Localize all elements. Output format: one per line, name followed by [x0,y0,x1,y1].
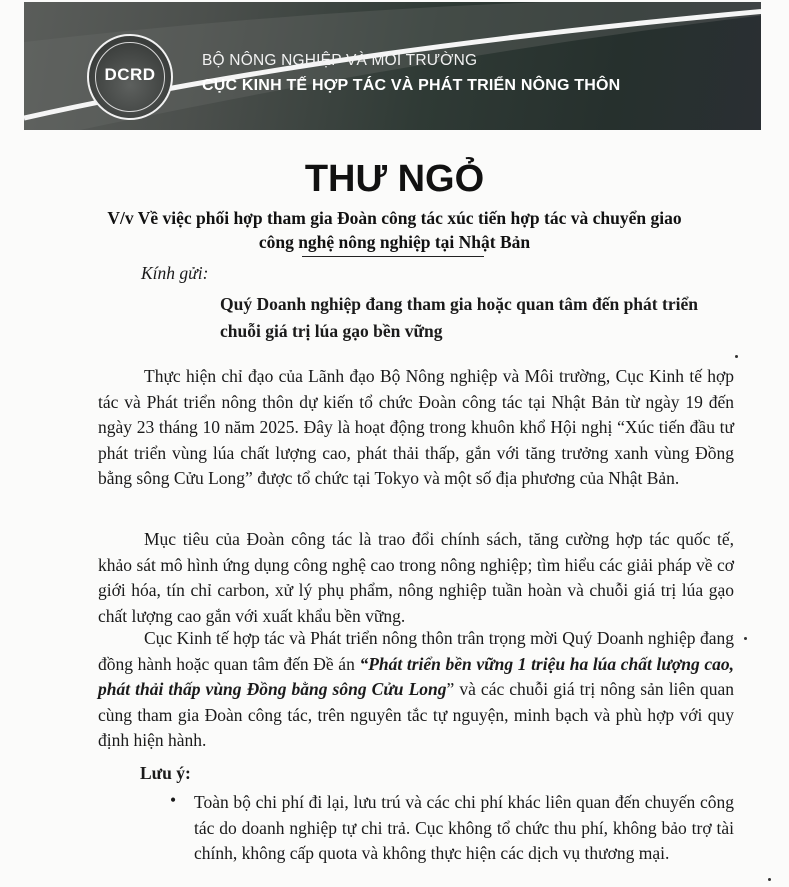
scan-speck [735,355,738,358]
recipient: Quý Doanh nghiệp đang tham gia hoặc quan tâm đến phát triển chuỗi giá trị lúa gạo bền vững [220,294,698,341]
department-name: CỤC KINH TẾ HỢP TÁC VÀ PHÁT TRIỂN NÔNG THÔN [202,77,621,94]
dcrd-logo [87,34,173,120]
document-title: THƯ NGỎ [304,158,485,200]
subject-underline [302,256,484,257]
paragraph-3-start: Cục Kinh tế hợp tác và Phát triển nông thôn trân trọng mời Quý Doanh nghiệp đang đồng hành hoặc quan tâm đến Đề án [98,628,734,674]
paragraph-3-end: ” và các chuỗi giá trị nông sản liên quan cùng tham gia Đoàn công tác, trên nguyên tắc tự nguyện, minh bạch và phù hợp với quy định hiện hành. [98,679,735,751]
header-banner [24,2,761,130]
bullet-icon: • [170,790,177,810]
paragraph-2: Mục tiêu của Đoàn công tác là trao đổi chính sách, tăng cường hợp tác quốc tế, khảo sát mô hình ứng dụng công nghệ cao trong nông nghiệp; tìm hiểu các giải pháp về cơ giới hóa, tín chỉ carbon, xử lý phụ phẩm, nông nghiệp tuần hoàn và chuỗi giá trị lúa gạo chất lượng cao gắn với xuất khẩu bền vững. [98,529,734,626]
subject-line [60,206,729,254]
subject-line-2: công nghệ nông nghiệp tại Nhật Bản [258,232,531,252]
logo-text: DCRD [104,65,156,84]
scan-speck [744,637,747,640]
ministry-name: BỘ NÔNG NGHIỆP VÀ MÔI TRƯỜNG [202,52,478,69]
note-label: Lưu ý: [140,763,191,783]
scan-speck [768,878,771,881]
paragraph-1: Thực hiện chỉ đạo của Lãnh đạo Bộ Nông nghiệp và Môi trường, Cục Kinh tế hợp tác và Phát triển nông thôn dự kiến tổ chức Đoàn công tác tại Nhật Bản từ ngày 19 đến ngày 23 tháng 10 năm 2025. Đây là hoạt động trong khuôn khổ Hội nghị “Xúc tiến đầu tư phát triển vùng lúa chất lượng cao, phát thải thấp, gắn với tăng trưởng xanh vùng Đồng bằng sông Cửu Long” được tổ chức tại Tokyo và một số địa phương của Nhật Bản. [98,366,734,489]
project-name: “Phát triển bền vững 1 triệu ha lúa chất lượng cao, phát thải thấp vùng Đồng bằng sông Cửu Long [98,653,734,700]
note-item: Toàn bộ chi phí đi lại, lưu trú và các chi phí khác liên quan đến chuyến công tác do doanh nghiệp tự chi trả. Cục không tổ chức thu phí, không bảo trợ tài chính, không cấp quota và không thực hiện các dịch vụ thương mại. [194,792,734,864]
subject-line-1: V/v Về việc phối hợp tham gia Đoàn công tác xúc tiến hợp tác và chuyển giao [107,208,682,228]
paragraph-3 [98,626,734,754]
greeting: Kính gửi: [141,263,209,283]
